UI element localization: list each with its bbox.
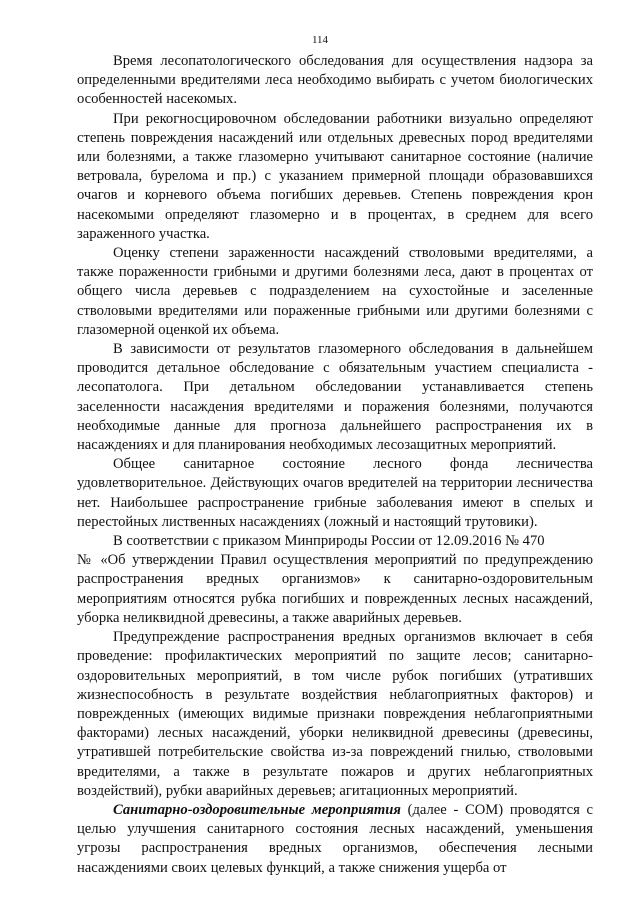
paragraph-order-reference: В соответствии с приказом Минприроды России от 12.09.2016 № 470 — [113, 533, 545, 550]
page-number: 114 — [311, 34, 329, 46]
document-body — [77, 52, 593, 878]
defined-term-description: (далее - СОМ) проводятся с целью улучшения санитарного состояния лесных насаждений, уменьшения угрозы распространения вредных организмов, обеспечения лесными насаждениями своих целевых функций, а также снижения ущерба от — [77, 801, 593, 876]
paragraph-survey-timing: Время лесопатологического обследования для осуществления надзора за определенными вредителями леса необходимо выбирать с учетом биологических особенностей насекомых. — [77, 53, 593, 108]
paragraph-order-rules: № «Об утверждении Правил осуществления мероприятий по предупреждению распространения вредных организмов» к санитарно-оздоровительным мероприятиям относятся рубка погибших и поврежденных лесных насаждений, уборка неликвидной древесины, а также аварийных деревьев. — [77, 552, 593, 626]
paragraph-infestation-assessment: Оценку степени зараженности насаждений стволовыми вредителями, а также пораженности грибными и другими болезнями леса, дают в процентах от общего числа деревьев с подразделением на сухостойные и заселенные стволовыми вредителями или пораженные грибными или другими болезнями с глазомерной оценкой их объема. — [77, 245, 593, 338]
paragraph-reconnaissance-survey: При рекогносцировочном обследовании работники визуально определяют степень повреждения насаждений или отдельных древесных пород вредителями или болезнями, а также глазомерно учитывают санитарное состояние (наличие ветровала, бурелома и пр.) с указанием примерной площади образовавшихся очагов и корневого объема погибших деревьев. Степень повреждения крон насекомыми определяют глазомерно и в процентах, в среднем для всего зараженного участка. — [77, 110, 593, 242]
paragraph-prevention-measures: Предупреждение распространения вредных организмов включает в себя проведение: профилактических мероприятий по защите лесов; санитарно-оздоровительных мероприятий, в том числе рубок погибших (утративших жизнеспособность в результате воздействия неблагоприятных факторов) и поврежденных (имеющих видимые признаки повреждения неблагоприятными факторами) лесных насаждений, уборки неликвидной древесины (древесины, утратившей потребительские свойства из-за повреждений гнилью, стволовыми вредителями, а также в результате пожаров и других неблагоприятных воздействий), рубки аварийных деревьев; агитационных мероприятий. — [77, 629, 593, 799]
defined-term: Санитарно-оздоровительные мероприятия — [113, 801, 401, 818]
paragraph-detailed-survey: В зависимости от результатов глазомерного обследования в дальнейшем проводится детальное обследование с обязательным участием специалиста - лесопатолога. При детальном обследовании устанавливается степень заселенности насаждения вредителями и поражения болезнями, получаются необходимые данные для прогноза дальнейшего распространения их в насаждениях и для планирования необходимых лесозащитных мероприятий. — [77, 341, 593, 454]
paragraph-sanitary-measures — [77, 801, 593, 878]
paragraph-sanitary-state: Общее санитарное состояние лесного фонда лесничества удовлетворительное. Действующих очагов вредителей на территории лесничества нет. Наибольшее распространение грибные заболевания имеют в спелых и перестойных лиственных насаждениях (ложный и настоящий трутовики). — [77, 456, 593, 530]
